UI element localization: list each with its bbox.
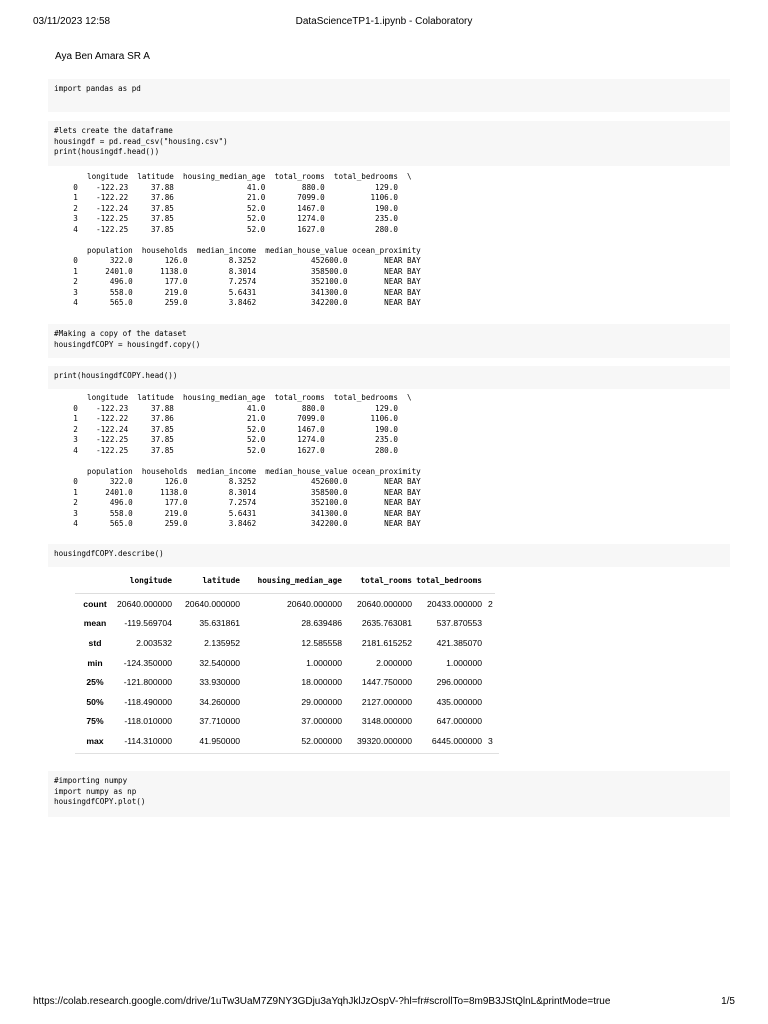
output-line: population households median_income median_house_value ocean_proximity [55,245,421,255]
row-label: 50% [86,696,104,707]
code-line: #lets create the dataframe [54,126,173,135]
table-row [75,614,495,634]
code-cell-print-copy[interactable] [48,366,730,389]
table-cell: 1.000000 [446,657,482,668]
index-header [75,567,115,594]
output-line: 4 565.0 259.0 3.8462 342200.0 NEAR BAY [55,298,421,307]
table-cell: -119.569704 [124,618,172,629]
output-line: 4 -122.25 37.85 52.0 1627.0 280.0 [55,445,398,455]
row-label: min [87,657,103,668]
table-cell: 39320.000000 [357,735,412,746]
print-footer [33,996,735,1010]
truncated-cell: 2 [488,598,493,609]
print-header [33,16,735,30]
table-header-row [75,567,495,594]
table-cell: 41.950000 [199,735,240,746]
truncated-cell [483,653,495,673]
code-line: housingdfCOPY.describe() [54,549,164,558]
dataframe-table [75,567,495,751]
output-line: 1 -122.22 37.86 21.0 7099.0 1106.0 [55,193,398,202]
table-cell: 3148.000000 [361,716,412,727]
print-url: https://colab.research.google.com/drive/1uTw3UaM7Z9NY3GDju3aYqhJklJzOspV-?hl=fr#scrollTo=8m9B3JStQlnL&printMode=true [33,996,611,1007]
output-line [55,235,421,246]
table-cell: -124.350000 [123,657,172,668]
output-line: 0 -122.23 37.88 41.0 880.0 129.0 [55,182,398,192]
table-cell: 20640.000000 [357,598,412,609]
table-cell: 1.000000 [306,657,342,668]
truncated-column-header [483,567,495,594]
table-row [75,633,495,653]
table-cell: 33.930000 [199,677,240,688]
table-cell: -121.800000 [123,677,172,688]
table-row [75,712,495,732]
table-row [75,692,495,712]
code-cell-create-dataframe[interactable] [48,121,730,166]
table-cell: 537.870553 [436,618,482,629]
table-cell: 2181.615252 [361,637,412,648]
table-cell: -114.310000 [124,735,172,746]
table-row [75,653,495,673]
table-cell: 421.385070 [436,637,482,648]
code-line: housingdf = pd.read_csv("housing.csv") [54,136,228,146]
table-cell: 296.000000 [436,677,482,688]
table-cell: 2.135952 [204,637,240,648]
row-label: 25% [86,677,104,688]
code-line: housingdfCOPY.plot() [54,797,146,806]
table-cell: 34.260000 [199,696,240,707]
output-line: 2 -122.24 37.85 52.0 1467.0 190.0 [55,203,398,213]
output-line: longitude latitude housing_median_age total_rooms total_bedrooms \ [55,393,412,402]
output-line: 2 -122.24 37.85 52.0 1467.0 190.0 [55,424,398,434]
code-line: import numpy as np [54,786,137,796]
column-header: latitude [173,567,241,594]
code-cell-import-numpy[interactable] [48,771,730,817]
table-cell: 37.000000 [301,716,342,727]
output-line: 1 2401.0 1138.0 8.3014 358500.0 NEAR BAY [55,266,421,276]
print-title: DataScienceTP1-1.ipynb - Colaboratory [295,16,473,27]
column-header: total_bedrooms [413,567,483,594]
table-cell: 6445.000000 [431,735,482,746]
row-label: max [86,735,104,746]
row-label: mean [83,618,107,629]
output-line: population households median_income median_house_value ocean_proximity [55,466,421,476]
code-line: #importing numpy [54,776,128,785]
output-line: 2 496.0 177.0 7.2574 352100.0 NEAR BAY [55,277,421,286]
table-cell: -118.490000 [124,696,172,707]
table-cell: 20640.000000 [185,598,240,609]
output-line: 3 558.0 219.0 5.6431 341300.0 NEAR BAY [55,508,421,518]
table-cell: 2.000000 [376,657,412,668]
table-cell: 37.710000 [199,716,240,727]
table-cell: 35.631861 [199,618,240,629]
author-text-cell: Aya Ben Amara SR A [55,51,150,62]
row-label: count [83,598,107,609]
row-label: 75% [86,716,104,727]
table-row [75,594,495,614]
output-line: longitude latitude housing_median_age total_rooms total_bedrooms \ [55,172,412,181]
output-line: 4 565.0 259.0 3.8462 342200.0 NEAR BAY [55,519,421,528]
table-body [75,594,495,751]
describe-output-table [75,567,499,754]
table-cell: 20640.000000 [287,598,342,609]
code-line: import pandas as pd [54,84,141,93]
table-cell: 647.000000 [436,716,482,727]
output-line: 4 -122.25 37.85 52.0 1627.0 280.0 [55,224,398,234]
row-label: std [88,637,102,648]
column-header: housing_median_age [241,567,343,594]
output-line: 3 -122.25 37.85 52.0 1274.0 235.0 [55,214,398,223]
table-cell: 32.540000 [199,657,240,668]
code-cell-describe[interactable] [48,544,730,567]
truncated-cell [483,692,495,712]
table-cell: 2635.763081 [361,618,412,629]
table-row [75,672,495,692]
code-line: print(housingdfCOPY.head()) [54,371,178,380]
output-line: 3 558.0 219.0 5.6431 341300.0 NEAR BAY [55,287,421,297]
output-line: 3 -122.25 37.85 52.0 1274.0 235.0 [55,435,398,444]
table-cell: 29.000000 [301,696,342,707]
table-cell: 52.000000 [301,735,342,746]
table-cell: 18.000000 [301,677,342,688]
table-cell: 435.000000 [436,696,482,707]
output-line [55,456,421,467]
code-line: print(housingdf.head()) [54,147,160,156]
truncated-cell [483,672,495,692]
column-header: total_rooms [343,567,413,594]
truncated-cell [483,633,495,653]
cell-output-copy-head [55,393,421,530]
print-page-number: 1/5 [721,996,735,1007]
output-line: 2 496.0 177.0 7.2574 352100.0 NEAR BAY [55,498,421,507]
code-line: #Making a copy of the dataset [54,329,187,338]
truncated-cell: 3 [488,735,493,746]
output-line: 0 322.0 126.0 8.3252 452600.0 NEAR BAY [55,256,421,265]
code-line: housingdfCOPY = housingdf.copy() [54,339,201,349]
truncated-cell [483,712,495,732]
table-cell: 20433.000000 [427,598,482,609]
cell-output-head [55,172,421,309]
truncated-cell [483,614,495,634]
table-cell: 2.003532 [136,637,172,648]
code-cell-import-pandas[interactable] [48,79,730,112]
table-cell: -118.010000 [124,716,172,727]
table-cell: 12.585558 [301,637,342,648]
table-row [75,731,495,751]
output-line: 0 322.0 126.0 8.3252 452600.0 NEAR BAY [55,477,421,486]
table-cell: 20640.000000 [117,598,172,609]
output-line: 1 -122.22 37.86 21.0 7099.0 1106.0 [55,414,398,423]
table-cell: 1447.750000 [361,677,412,688]
table-cell: 2127.000000 [361,696,412,707]
output-line: 0 -122.23 37.88 41.0 880.0 129.0 [55,403,398,413]
column-header: longitude [115,567,173,594]
print-datetime: 03/11/2023 12:58 [33,16,111,27]
output-line: 1 2401.0 1138.0 8.3014 358500.0 NEAR BAY [55,487,421,497]
code-cell-copy-dataset[interactable] [48,324,730,358]
table-cell: 28.639486 [301,618,342,629]
